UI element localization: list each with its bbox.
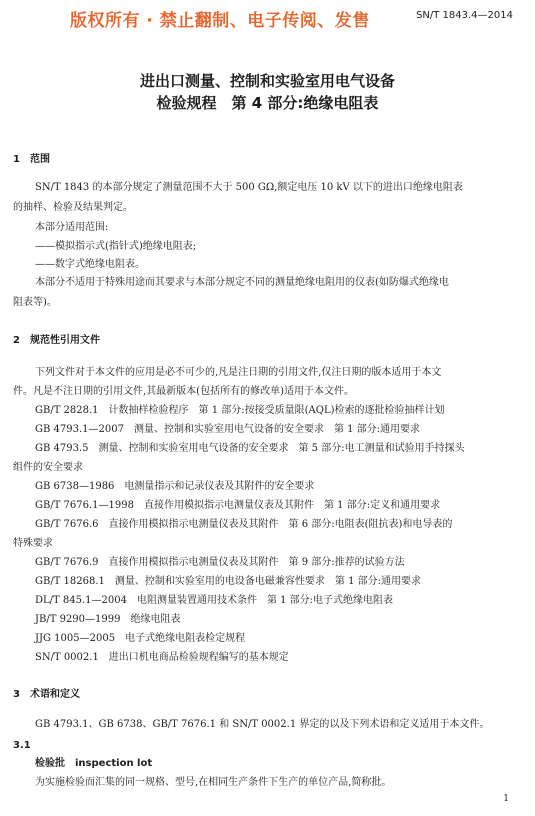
reference-item: SN/T 0002.1 进出口机电商品检验规程编写的基本规定 xyxy=(35,652,289,663)
page-number: 1 xyxy=(503,794,509,804)
reference-item-continuation: 特殊要求 xyxy=(13,538,53,549)
term-label: 检验批 inspection lot xyxy=(35,758,153,769)
scope-paragraph-3a: 本部分不适用于特殊用途而其要求与本部分规定不同的测量绝缘电阻用的仪表(如防爆式绝缘电 xyxy=(35,277,449,288)
reference-item: JB/T 9290—1999 绝缘电阻表 xyxy=(35,614,181,625)
section-2-heading: 2 规范性引用文件 xyxy=(13,335,100,346)
terms-intro: GB 4793.1、GB 6738、GB/T 7676.1 和 SN/T 0002.1 界定的以及下列术语和定义适用于本文件。 xyxy=(35,719,490,730)
section-1-heading: 1 范围 xyxy=(13,154,50,165)
reference-item: GB/T 7676.1—1998 直接作用模拟指示电测量仪表及其附件 第 1 部分:定义和通用要求 xyxy=(35,500,441,511)
scope-item-2: ——数字式绝缘电阻表。 xyxy=(35,259,145,270)
scope-paragraph-3b: 阻表等)。 xyxy=(13,297,57,308)
document-title-line2: 检验规程 第 4 部分:绝缘电阻表 xyxy=(156,94,379,112)
refs-intro-a: 下列文件对于本文件的应用是必不可少的,凡是注日期的引用文件,仅注日期的版本适用于本文 xyxy=(35,367,442,378)
scope-paragraph-2: 本部分适用范围: xyxy=(35,222,109,233)
document-title-line1: 进出口测量、控制和实验室用电气设备 xyxy=(139,72,395,90)
refs-intro-b: 件。凡是不注日期的引用文件,其最新版本(包括所有的修改单)适用于本文件。 xyxy=(13,386,354,397)
reference-item: GB 4793.5 测量、控制和实验室用电气设备的安全要求 第 5 部分:电工测量和试验用手持探头 xyxy=(35,443,465,454)
reference-item: GB/T 7676.9 直接作用模拟指示电测量仪表及其附件 第 9 部分:推荐的试验方法 xyxy=(35,557,405,568)
reference-item: GB 6738—1986 电测量指示和记录仪表及其附件的安全要求 xyxy=(35,481,315,492)
reference-item: GB 4793.1—2007 测量、控制和实验室用电气设备的安全要求 第 1 部分:通用要求 xyxy=(35,424,421,435)
standard-code: SN/T 1843.4—2014 xyxy=(416,10,513,21)
scope-item-1: ——模拟指示式(指针式)绝缘电阻表; xyxy=(35,241,197,252)
section-3-heading: 3 术语和定义 xyxy=(13,689,80,700)
reference-item: DL/T 845.1—2004 电阻测量装置通用技术条件 第 1 部分:电子式绝缘电阻表 xyxy=(35,595,394,606)
reference-item: GB/T 2828.1 计数抽样检验程序 第 1 部分:按接受质量限(AQL)检索的逐批检验抽样计划 xyxy=(35,405,445,416)
reference-item: GB/T 18268.1 测量、控制和实验室用的电设备电磁兼容性要求 第 1 部分:通用要求 xyxy=(35,576,421,587)
scope-paragraph-1a: SN/T 1843 的本部分规定了测量范围不大于 500 GΩ,额定电压 10 kV 以下的进出口绝缘电阻表 xyxy=(35,182,463,193)
copyright-watermark: 版权所有 · 禁止翻制、电子传阅、发售 xyxy=(70,11,370,31)
term-number: 3.1 xyxy=(13,740,31,751)
scope-paragraph-1b: 的抽样、检验及结果判定。 xyxy=(13,202,133,213)
reference-item-continuation: 组件的安全要求 xyxy=(13,462,83,473)
reference-item: JJG 1005—2005 电子式绝缘电阻表检定规程 xyxy=(35,633,246,644)
reference-item: GB/T 7676.6 直接作用模拟指示电测量仪表及其附件 第 6 部分:电阻表(阻抗表)和电导表的 xyxy=(35,519,453,530)
term-definition: 为实施检验而汇集的同一规格、型号,在相同生产条件下生产的单位产品,简称批。 xyxy=(35,777,392,788)
